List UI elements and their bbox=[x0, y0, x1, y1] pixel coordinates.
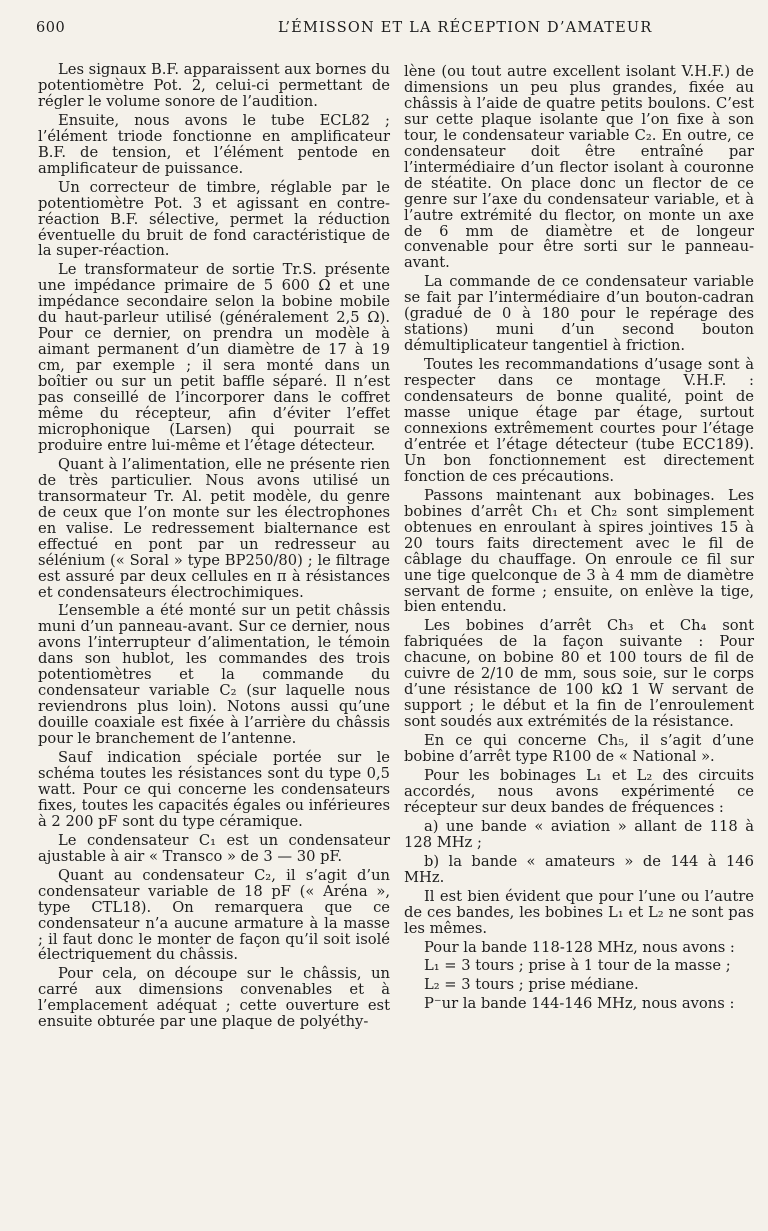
paragraph-continuation: lène (ou tout autre excellent isolant V.H.F.) de dimensions un peu plus grandes, fixée au châssis à l’aide de quatre petits boulons. C’est sur cette plaque isolante que l’on fixe à son tour, le condensateur variable C₂. En outre, ce condensateur doit être entraîné par l’intermédiaire d’un flector isolant à couronne de stéatite. On place donc un flector de ce genre sur l’axe du condensateur variable, et à l’autre extrémité du flector, on monte un axe de 6 mm de diamètre et de longeur convenable pour être sorti sur le panneau-avant. bbox=[404, 63, 754, 272]
list-item: b) la bande « amateurs » de 144 à 146 MHz. bbox=[404, 852, 754, 886]
list-item: a) une bande « aviation » allant de 118 à 128 MHz ; bbox=[404, 817, 754, 851]
paragraph: Quant au condensateur C₂, il s’agit d’un condensateur variable de 18 pF (« Aréna », type CTL18). On remarquera que ce condensateur n’a aucune armature à la masse ; il faut donc le monter de façon qu’il soit isolé électriquement du châssis. bbox=[38, 866, 390, 964]
running-title: L’ÉMISSON ET LA RÉCEPTION D’AMATEUR bbox=[278, 20, 653, 36]
paragraph: L’ensemble a été monté sur un petit châssis muni d’un panneau-avant. Sur ce dernier, nous avons l’interrupteur d’alimentation, le témoin dans son hublot, les commandes des trois potentiomètres et la commande du condensateur variable C₂ (sur laquelle nous reviendrons plus loin). Notons aussi qu’une douille coaxiale est fixée à l’arrière du châssis pour le branchement de l’antenne. bbox=[38, 602, 390, 748]
right-column bbox=[404, 64, 754, 1015]
paragraph: Sauf indication spéciale portée sur le schéma toutes les résistances sont du type 0,5 watt. Pour ce qui concerne les condensateurs fixes, toutes les capacités égales ou inférieures à 2 200 pF sont du type céramique. bbox=[38, 749, 390, 830]
page-header bbox=[36, 20, 748, 42]
paragraph: Pour les bobinages L₁ et L₂ des circuits accordés, nous avons expérimenté ce récepteur sur deux bandes de fréquences : bbox=[404, 766, 754, 816]
page-number: 600 bbox=[36, 20, 66, 36]
paragraph: Les bobines d’arrêt Ch₃ et Ch₄ sont fabriquées de la façon suivante : Pour chacune, on bobine 80 et 100 tours de fil de cuivre de 2/10 de mm, sous soie, sur le corps d’une résistance de 100 kΩ 1 W servant de support ; le début et la fin de l’enroulement sont soudés aux extrémités de la résistance. bbox=[404, 617, 754, 731]
paragraph: Toutes les recommandations d’usage sont à respecter dans ce montage V.H.F. : condensateurs de bonne qualité, point de masse unique étage par étage, surtout connexions extrêmement courtes pour l’étage d’entrée et l’étage détecteur (tube ECC189). Un bon fonctionnement est directement fonction de ces précautions. bbox=[404, 356, 754, 485]
paragraph: Le condensateur C₁ est un condensateur ajustable à air « Transco » de 3 — 30 pF. bbox=[38, 831, 390, 865]
paragraph: Pour cela, on découpe sur le châssis, un carré aux dimensions convenables et à l’emplacement adéquat ; cette ouverture est ensuite obturée par une plaque de polyéthy- bbox=[38, 965, 390, 1031]
paragraph: Il est bien évident que pour l’une ou l’autre de ces bandes, les bobines L₁ et L₂ ne sont pas les mêmes. bbox=[404, 887, 754, 937]
paragraph: Un correcteur de timbre, réglable par le potentiomètre Pot. 3 et agissant en contre-réaction B.F. sélective, permet la réduction éventuelle du bruit de fond caractéristique de la super-réaction. bbox=[38, 178, 390, 260]
coil-spec: L₂ = 3 tours ; prise médiane. bbox=[424, 976, 639, 994]
paragraph: La commande de ce condensateur variable se fait par l’intermédiaire d’un bouton-cadran (gradué de 0 à 180 pour le repérage des stations) muni d’un second bouton démultiplicateur tangentiel à friction. bbox=[404, 273, 754, 355]
paragraph: Passons maintenant aux bobinages. Les bobines d’arrêt Ch₁ et Ch₂ sont simplement obtenues en enroulant à spires jointives 15 à 20 tours faits directement avec le fil de câblage du chauffage. On enroule ce fil sur une tige quelconque de 3 à 4 mm de diamètre servant de forme ; ensuite, on enlève la tige, bien entendu. bbox=[404, 486, 754, 616]
paragraph: Ensuite, nous avons le tube ECL82 ; l’élément triode fonctionne en amplificateur B.F. de tension, et l’élément pentode en amplificateur de puissance. bbox=[38, 111, 390, 177]
paragraph: En ce qui concerne Ch₅, il s’agit d’une bobine d’arrêt type R100 de « National ». bbox=[404, 732, 754, 766]
left-column bbox=[38, 62, 390, 1033]
paragraph: Les signaux B.F. apparaissent aux bornes du potentiomètre Pot. 2, celui-ci permettant de régler le volume sonore de l’audition. bbox=[38, 61, 390, 110]
paragraph: Le transformateur de sortie Tr.S. présente une impédance primaire de 5 600 Ω et une impédance secondaire selon la bobine mobile du haut-parleur utilisé (généralement 2,5 Ω). Pour ce dernier, on prendra un modèle à aimant permanent d’un diamètre de 17 à 19 cm, par exemple ; il sera monté dans un boîtier ou sur un petit baffle séparé. Il n’est pas conseillé de l’incorporer dans le coffret même du récepteur, afin d’éviter l’effet microphonique (Larsen) qui pourrait se produire entre lui-même et l’étage détecteur. bbox=[38, 261, 390, 454]
paragraph: P⁻ur la bande 144-146 MHz, nous avons : bbox=[424, 995, 735, 1013]
coil-spec: L₁ = 3 tours ; prise à 1 tour de la masse ; bbox=[424, 957, 731, 975]
paragraph: Pour la bande 118-128 MHz, nous avons : bbox=[424, 938, 735, 956]
paragraph: Quant à l’alimentation, elle ne présente rien de très particulier. Nous avons utilisé un transormateur Tr. Al. petit modèle, du genre de ceux que l’on monte sur les électrophones en valise. Le redressement bialternance est effectué en pont par un redresseur au sélénium (« Soral » type BP250/80) ; le filtrage est assuré par deux cellules en π à résistances et condensateurs électrochimiques. bbox=[38, 455, 390, 601]
